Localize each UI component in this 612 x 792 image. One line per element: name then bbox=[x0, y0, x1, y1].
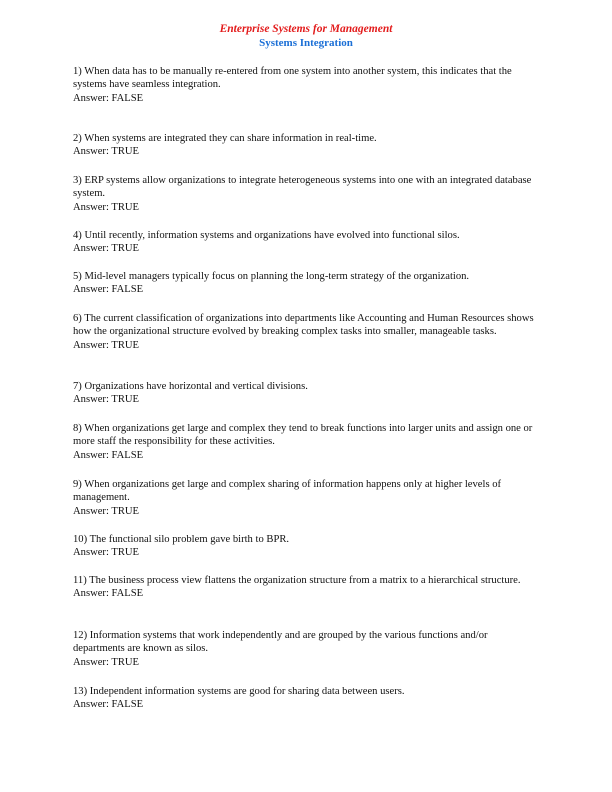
document-title: Enterprise Systems for Management bbox=[219, 23, 393, 35]
question-text: 3) ERP systems allow organizations to integrate heterogeneous systems into one with an integrated database system. bbox=[73, 175, 532, 200]
question-answer: Answer: FALSE bbox=[73, 588, 144, 600]
question-text: 6) The current classification of organizations into departments like Accounting and Human Resources shows how the organizational structure evolved by breaking complex tasks into smaller, manageable tasks. bbox=[73, 313, 534, 338]
question-answer: Answer: FALSE bbox=[73, 449, 144, 461]
question-answer: Answer: FALSE bbox=[73, 699, 144, 711]
question-answer: Answer: TRUE bbox=[73, 656, 140, 668]
question-answer: Answer: TRUE bbox=[73, 505, 140, 517]
question-answer: Answer: TRUE bbox=[73, 547, 140, 559]
question-answer: Answer: TRUE bbox=[73, 201, 140, 213]
question-text: 5) Mid-level managers typically focus on planning the long-term strategy of the organization. bbox=[73, 271, 470, 282]
question-item bbox=[73, 270, 538, 297]
question-item bbox=[73, 685, 538, 712]
question-item bbox=[73, 380, 538, 407]
question-item bbox=[73, 312, 538, 352]
question-item bbox=[73, 533, 538, 560]
document-subtitle: Systems Integration bbox=[259, 37, 353, 49]
question-answer: Answer: TRUE bbox=[73, 243, 140, 255]
question-text: 2) When systems are integrated they can share information in real-time. bbox=[73, 133, 377, 144]
question-text: 7) Organizations have horizontal and vertical divisions. bbox=[73, 381, 308, 392]
question-text: 12) Information systems that work independently and are grouped by the various functions and/or departments are known as silos. bbox=[73, 630, 488, 655]
question-text: 10) The functional silo problem gave birth to BPR. bbox=[73, 534, 290, 545]
question-text: 13) Independent information systems are good for sharing data between users. bbox=[73, 686, 405, 697]
question-item bbox=[73, 132, 538, 159]
question-item bbox=[73, 65, 538, 105]
question-answer: Answer: FALSE bbox=[73, 92, 144, 104]
question-answer: Answer: FALSE bbox=[73, 284, 144, 296]
question-answer: Answer: TRUE bbox=[73, 146, 140, 158]
question-item bbox=[73, 422, 538, 462]
question-item bbox=[73, 629, 538, 669]
question-text: 8) When organizations get large and complex they tend to break functions into larger units and assign one or more staff the responsibility for these activities. bbox=[73, 423, 533, 448]
question-text: 1) When data has to be manually re-entered from one system into another system, this indicates that the systems have seamless integration. bbox=[73, 66, 512, 91]
question-text: 4) Until recently, information systems and organizations have evolved into functional silos. bbox=[73, 230, 460, 241]
question-text: 11) The business process view flattens the organization structure from a matrix to a hierarchical structure. bbox=[73, 575, 521, 586]
question-item bbox=[73, 574, 538, 601]
question-answer: Answer: TRUE bbox=[73, 339, 140, 351]
question-item bbox=[73, 174, 538, 214]
question-answer: Answer: TRUE bbox=[73, 394, 140, 406]
question-text: 9) When organizations get large and complex sharing of information happens only at higher levels of management. bbox=[73, 479, 502, 504]
question-item bbox=[73, 229, 538, 256]
question-item bbox=[73, 478, 538, 518]
